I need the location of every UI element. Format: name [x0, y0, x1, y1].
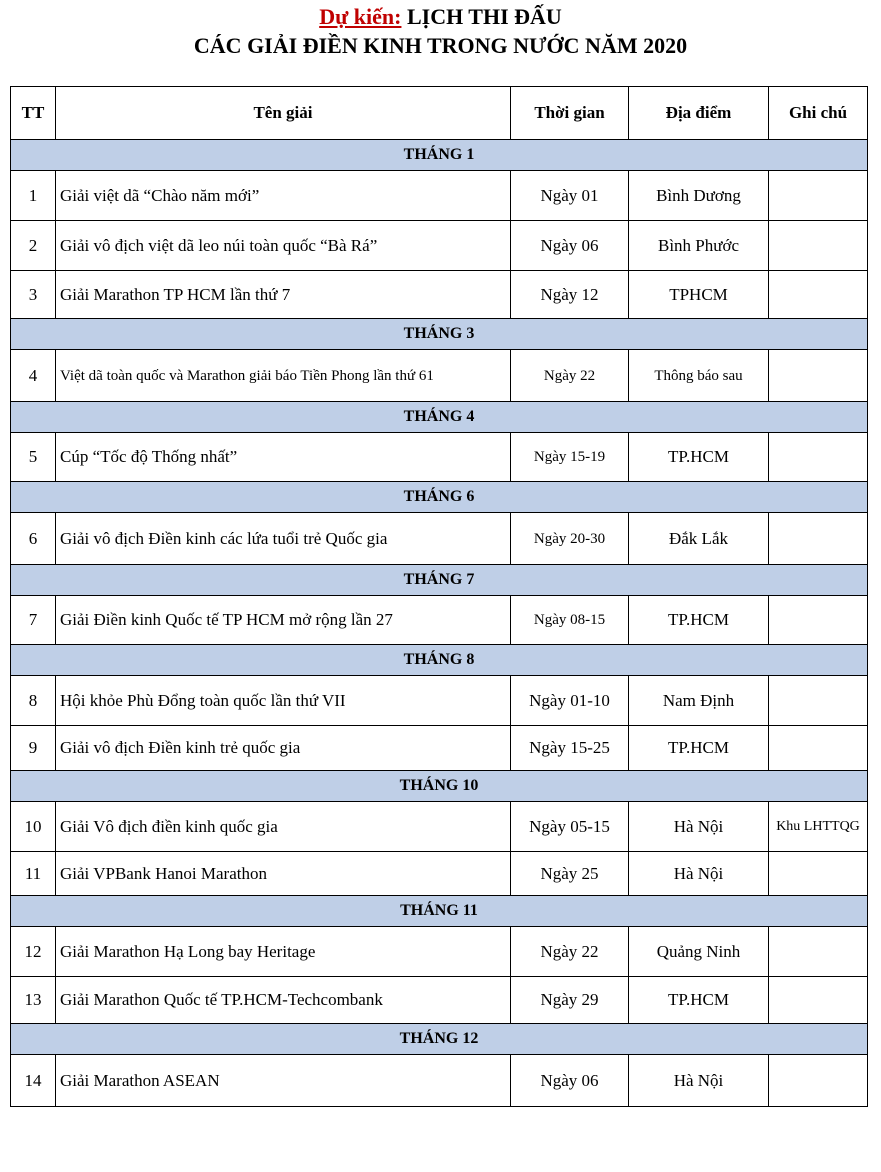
- month-row: [11, 402, 868, 433]
- table-header-row: [11, 87, 868, 140]
- cell-name: Giải Marathon ASEAN: [56, 1055, 511, 1107]
- cell-note: [769, 852, 868, 896]
- col-header-note: Ghi chú: [769, 87, 868, 140]
- cell-time: Ngày 01-10: [511, 676, 629, 726]
- cell-note: [769, 927, 868, 977]
- cell-tt: 6: [11, 513, 56, 565]
- cell-note: [769, 271, 868, 319]
- cell-place: Hà Nội: [629, 852, 769, 896]
- cell-note: [769, 596, 868, 645]
- month-row: [11, 645, 868, 676]
- cell-time: Ngày 25: [511, 852, 629, 896]
- cell-tt: 10: [11, 802, 56, 852]
- title-line-2: CÁC GIẢI ĐIỀN KINH TRONG NƯỚC NĂM 2020: [193, 33, 688, 58]
- cell-time: Ngày 05-15: [511, 802, 629, 852]
- table-row: [11, 433, 868, 482]
- month-row: [11, 1024, 868, 1055]
- cell-note: [769, 171, 868, 221]
- cell-tt: 12: [11, 927, 56, 977]
- cell-time: Ngày 22: [511, 927, 629, 977]
- table-row: [11, 596, 868, 645]
- cell-tt: 14: [11, 1055, 56, 1107]
- month-label: THÁNG 7: [11, 565, 868, 596]
- month-label: THÁNG 10: [11, 771, 868, 802]
- cell-tt: 7: [11, 596, 56, 645]
- cell-time: Ngày 01: [511, 171, 629, 221]
- cell-note: [769, 977, 868, 1024]
- cell-note: [769, 221, 868, 271]
- cell-tt: 13: [11, 977, 56, 1024]
- month-label: THÁNG 1: [11, 140, 868, 171]
- cell-note: [769, 676, 868, 726]
- col-header-name: Tên giải: [56, 87, 511, 140]
- cell-name: Giải Marathon TP HCM lần thứ 7: [56, 271, 511, 319]
- cell-place: TP.HCM: [629, 433, 769, 482]
- cell-note: [769, 350, 868, 402]
- cell-time: Ngày 15-25: [511, 726, 629, 771]
- title-line-1: [0, 2, 881, 31]
- col-header-time: Thời gian: [511, 87, 629, 140]
- cell-tt: 5: [11, 433, 56, 482]
- cell-place: Bình Dương: [629, 171, 769, 221]
- table-row: [11, 852, 868, 896]
- schedule-table: [10, 86, 868, 1107]
- month-row: [11, 140, 868, 171]
- month-row: [11, 482, 868, 513]
- month-row: [11, 896, 868, 927]
- cell-note: [769, 726, 868, 771]
- cell-place: Hà Nội: [629, 802, 769, 852]
- cell-time: Ngày 08-15: [511, 596, 629, 645]
- cell-name: Hội khỏe Phù Đổng toàn quốc lần thứ VII: [56, 676, 511, 726]
- cell-time: Ngày 20-30: [511, 513, 629, 565]
- table-row: [11, 271, 868, 319]
- cell-place: TP.HCM: [629, 596, 769, 645]
- table-row: [11, 726, 868, 771]
- cell-name: Cúp “Tốc độ Thống nhất”: [56, 433, 511, 482]
- month-label: THÁNG 12: [11, 1024, 868, 1055]
- cell-time: Ngày 15-19: [511, 433, 629, 482]
- cell-tt: 4: [11, 350, 56, 402]
- cell-place: TP.HCM: [629, 726, 769, 771]
- cell-note: [769, 433, 868, 482]
- cell-name: Giải Vô địch điền kinh quốc gia: [56, 802, 511, 852]
- month-label: THÁNG 11: [11, 896, 868, 927]
- month-label: THÁNG 6: [11, 482, 868, 513]
- cell-place: Bình Phước: [629, 221, 769, 271]
- col-header-tt: TT: [11, 87, 56, 140]
- cell-place: TP.HCM: [629, 977, 769, 1024]
- month-label: THÁNG 8: [11, 645, 868, 676]
- table-row: [11, 513, 868, 565]
- title-prefix: Dự kiến:: [319, 4, 402, 29]
- cell-place: Hà Nội: [629, 1055, 769, 1107]
- cell-name: Giải Marathon Quốc tế TP.HCM-Techcombank: [56, 977, 511, 1024]
- title-main: LỊCH THI ĐẤU: [401, 4, 562, 29]
- table-row: [11, 350, 868, 402]
- cell-time: Ngày 06: [511, 1055, 629, 1107]
- cell-time: Ngày 29: [511, 977, 629, 1024]
- cell-tt: 11: [11, 852, 56, 896]
- cell-note: Khu LHTTQG: [769, 802, 868, 852]
- cell-time: Ngày 06: [511, 221, 629, 271]
- cell-place: Thông báo sau: [629, 350, 769, 402]
- cell-name: Giải VPBank Hanoi Marathon: [56, 852, 511, 896]
- cell-name: Việt dã toàn quốc và Marathon giải báo Tiền Phong lần thứ 61: [56, 350, 511, 402]
- cell-name: Giải vô địch Điền kinh trẻ quốc gia: [56, 726, 511, 771]
- cell-name: Giải việt dã “Chào năm mới”: [56, 171, 511, 221]
- cell-name: Giải Điền kinh Quốc tế TP HCM mở rộng lần 27: [56, 596, 511, 645]
- cell-place: Nam Định: [629, 676, 769, 726]
- table-row: [11, 977, 868, 1024]
- table-row: [11, 171, 868, 221]
- cell-name: Giải Marathon Hạ Long bay Heritage: [56, 927, 511, 977]
- cell-tt: 9: [11, 726, 56, 771]
- cell-place: Quảng Ninh: [629, 927, 769, 977]
- month-row: [11, 771, 868, 802]
- cell-note: [769, 513, 868, 565]
- table-row: [11, 221, 868, 271]
- cell-tt: 2: [11, 221, 56, 271]
- table-row: [11, 1055, 868, 1107]
- table-body: [11, 140, 868, 1107]
- month-row: [11, 565, 868, 596]
- cell-place: TPHCM: [629, 271, 769, 319]
- cell-tt: 1: [11, 171, 56, 221]
- month-label: THÁNG 3: [11, 319, 868, 350]
- cell-tt: 3: [11, 271, 56, 319]
- cell-name: Giải vô địch Điền kinh các lứa tuổi trẻ Quốc gia: [56, 513, 511, 565]
- cell-name: Giải vô địch việt dã leo núi toàn quốc “Bà Rá”: [56, 221, 511, 271]
- cell-place: Đắk Lắk: [629, 513, 769, 565]
- month-label: THÁNG 4: [11, 402, 868, 433]
- table-row: [11, 676, 868, 726]
- cell-time: Ngày 22: [511, 350, 629, 402]
- table-row: [11, 802, 868, 852]
- table-row: [11, 927, 868, 977]
- cell-tt: 8: [11, 676, 56, 726]
- cell-note: [769, 1055, 868, 1107]
- cell-time: Ngày 12: [511, 271, 629, 319]
- col-header-place: Địa điểm: [629, 87, 769, 140]
- month-row: [11, 319, 868, 350]
